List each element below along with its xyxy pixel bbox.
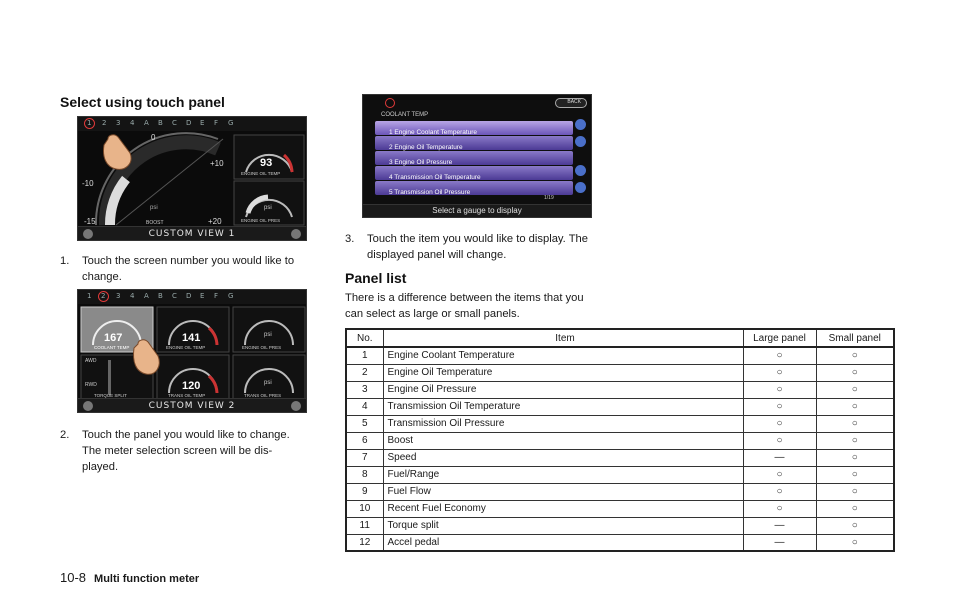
intro-line-1: There is a difference between the items that you	[345, 292, 584, 304]
boost-left-label: -10	[82, 179, 94, 188]
screen-tab-b[interactable]: B	[158, 292, 163, 300]
row-no: 5	[346, 415, 383, 432]
row-small: ○	[816, 466, 894, 483]
coolant-name: COOLANT TEMP	[94, 345, 130, 350]
screen-tab-d[interactable]: D	[186, 292, 192, 300]
page-indicator: 1/19	[544, 195, 554, 201]
step-2-text-line1: Touch the panel you would like to change.	[82, 429, 290, 441]
row-large: ○	[743, 500, 816, 517]
scroll-up-icon[interactable]	[575, 136, 586, 147]
row-item: Engine Coolant Temperature	[383, 347, 743, 364]
step-1	[60, 253, 325, 285]
screen-tab-f[interactable]: F	[214, 292, 219, 300]
table-row	[346, 449, 894, 466]
trans-pres-name: TRANS OIL PRES	[244, 393, 282, 398]
step-3-text-line2: displayed panel will change.	[367, 249, 507, 261]
row-small: ○	[816, 517, 894, 534]
row-no: 4	[346, 398, 383, 415]
row-small: ○	[816, 381, 894, 398]
screen-tab-a[interactable]: A	[144, 119, 149, 127]
table-row	[346, 364, 894, 381]
row-small: ○	[816, 415, 894, 432]
page-number: 10-8	[60, 570, 87, 585]
row-large: ○	[743, 415, 816, 432]
row-large: —	[743, 517, 816, 534]
row-item: Torque split	[383, 517, 743, 534]
table-row	[346, 347, 894, 364]
screen-tab-g[interactable]: G	[228, 292, 234, 300]
oil-pres-name: ENGINE OIL PRES	[241, 218, 281, 223]
screen-tab-3[interactable]: 3	[116, 119, 121, 127]
row-large: ○	[743, 483, 816, 500]
step-2-number: 2.	[60, 429, 70, 441]
row-item: Fuel Flow	[383, 483, 743, 500]
row-large: ○	[743, 466, 816, 483]
custom-view-bar	[78, 398, 306, 412]
oil-pres-unit: psi	[264, 205, 272, 211]
row-no: 8	[346, 466, 383, 483]
v2-oil-temp-name: ENGINE OIL TEMP	[166, 345, 206, 350]
scroll-down-icon[interactable]	[575, 165, 586, 176]
boost-name: BOOST	[146, 220, 164, 226]
torque-name: TORQUE SPLIT	[94, 393, 127, 398]
row-no: 2	[346, 364, 383, 381]
row-small: ○	[816, 483, 894, 500]
trans-pres-unit: psi	[264, 380, 272, 386]
row-small: ○	[816, 534, 894, 551]
custom-view-2-screenshot	[77, 289, 307, 413]
screen-tab-a[interactable]: A	[144, 292, 149, 300]
boost-unit: psi	[150, 205, 158, 211]
trans-temp-value: 120	[182, 380, 201, 392]
gauge-list-item[interactable]	[375, 181, 573, 195]
table-row	[346, 466, 894, 483]
selection-footer-bar	[363, 204, 591, 217]
screen-tab-e[interactable]: E	[200, 292, 205, 300]
row-large: ○	[743, 398, 816, 415]
scroll-controls	[575, 119, 587, 193]
screen-tab-3[interactable]: 3	[116, 292, 121, 300]
screen-tab-2[interactable]: 2	[102, 119, 107, 127]
page-down-icon[interactable]	[575, 182, 586, 193]
header-no: No.	[346, 329, 383, 347]
v2-oil-temp-value: 141	[182, 332, 201, 344]
gauge-list-item[interactable]	[375, 121, 573, 135]
row-no: 9	[346, 483, 383, 500]
screen-tab-4[interactable]: 4	[130, 292, 135, 300]
row-small: ○	[816, 432, 894, 449]
screen-tab-1[interactable]: 1	[87, 292, 92, 300]
step-3-text-line1: Touch the item you would like to display. The	[367, 233, 588, 245]
gauge-list-item-label: 1 Engine Coolant Temperature	[389, 129, 478, 136]
gauge-list-item[interactable]	[375, 151, 573, 165]
step-1-text-line2: change.	[82, 271, 122, 283]
row-no: 12	[346, 534, 383, 551]
row-small: ○	[816, 347, 894, 364]
screen-tab-b[interactable]: B	[158, 119, 163, 127]
row-item: Recent Fuel Economy	[383, 500, 743, 517]
section-heading-touch-panel: Select using touch panel	[60, 94, 225, 110]
row-item: Engine Oil Pressure	[383, 381, 743, 398]
screen-tab-1[interactable]: 1	[87, 119, 92, 127]
boost-bottom-left-label: -15	[84, 217, 96, 226]
screen-tab-2[interactable]: 2	[101, 292, 106, 300]
table-row	[346, 415, 894, 432]
torque-top: AWD	[85, 358, 97, 364]
custom-view-title: CUSTOM VIEW 1	[148, 229, 236, 239]
gauge-list-item[interactable]	[375, 136, 573, 150]
torque-bottom: RWD	[85, 382, 97, 388]
table-row	[346, 517, 894, 534]
row-no: 1	[346, 347, 383, 364]
row-no: 10	[346, 500, 383, 517]
gauge-list-item-label: 4 Transmission Oil Temperature	[389, 174, 481, 181]
step-1-text-line1: Touch the screen number you would like to	[82, 255, 295, 267]
boost-bottom-right-label: +20	[208, 217, 222, 226]
row-no: 11	[346, 517, 383, 534]
v2-oil-pres-name: ENGINE OIL PRES	[242, 345, 282, 350]
screen-tab-d[interactable]: D	[186, 119, 192, 127]
step-2-text-line3: played.	[82, 461, 119, 473]
gauge-list-item[interactable]	[375, 166, 573, 180]
table-row	[346, 534, 894, 551]
row-item: Boost	[383, 432, 743, 449]
selection-footer-text: Select a gauge to display	[432, 206, 522, 215]
row-large: —	[743, 449, 816, 466]
intro-line-2: can select as large or small panels.	[345, 308, 520, 320]
screen-tab-c[interactable]: C	[172, 292, 177, 300]
row-small: ○	[816, 449, 894, 466]
screen-tab-g[interactable]: G	[228, 119, 234, 127]
step-2	[60, 427, 325, 475]
header-item: Item	[383, 329, 743, 347]
page-up-icon[interactable]	[575, 119, 586, 130]
screen-tab-c[interactable]: C	[172, 119, 177, 127]
table-header-row	[346, 329, 894, 347]
boost-right-label: +10	[210, 159, 224, 168]
coolant-value: 167	[104, 332, 123, 344]
page-footer	[60, 570, 199, 585]
custom-view-title: CUSTOM VIEW 2	[148, 401, 236, 411]
row-large: ○	[743, 432, 816, 449]
screen-tab-f[interactable]: F	[214, 119, 219, 127]
header-small-panel: Small panel	[816, 329, 894, 347]
row-item: Engine Oil Temperature	[383, 364, 743, 381]
row-no: 6	[346, 432, 383, 449]
record-icon	[385, 98, 395, 108]
table-row	[346, 381, 894, 398]
custom-view-bar	[78, 226, 306, 240]
row-item: Accel pedal	[383, 534, 743, 551]
gauge-selection-screenshot	[362, 94, 592, 218]
panel-list-intro	[345, 290, 635, 322]
row-small: ○	[816, 364, 894, 381]
row-no: 3	[346, 381, 383, 398]
screen-tab-e[interactable]: E	[200, 119, 205, 127]
row-large: ○	[743, 364, 816, 381]
v2-oil-pres-unit: psi	[264, 332, 272, 338]
row-large: —	[743, 534, 816, 551]
table-row	[346, 500, 894, 517]
gauge-list	[375, 121, 573, 196]
step-1-number: 1.	[60, 255, 70, 267]
row-small: ○	[816, 500, 894, 517]
screen-tab-4[interactable]: 4	[130, 119, 135, 127]
step-3	[345, 231, 635, 263]
gauge-list-item-label: 2 Engine Oil Temperature	[389, 144, 463, 151]
row-large: ○	[743, 347, 816, 364]
custom-view-1-screenshot	[77, 116, 307, 241]
row-no: 7	[346, 449, 383, 466]
boost-top-label: 0	[151, 133, 156, 142]
oil-temp-name: ENGINE OIL TEMP	[241, 171, 281, 176]
step-2-text-line2: The meter selection screen will be dis-	[82, 445, 273, 457]
oil-temp-value: 93	[260, 157, 273, 169]
table-row	[346, 398, 894, 415]
panel-list-table	[345, 328, 895, 552]
row-large: ○	[743, 381, 816, 398]
row-item: Transmission Oil Pressure	[383, 415, 743, 432]
table-row	[346, 483, 894, 500]
gauge-list-item-label: 3 Engine Oil Pressure	[389, 159, 453, 166]
row-small: ○	[816, 398, 894, 415]
step-3-number: 3.	[345, 233, 355, 245]
section-name: Multi function meter	[94, 573, 200, 585]
row-item: Transmission Oil Temperature	[383, 398, 743, 415]
gauge-list-item-label: 5 Transmission Oil Pressure	[389, 189, 471, 196]
trans-temp-name: TRANS OIL TEMP	[168, 393, 206, 398]
list-header: COOLANT TEMP	[381, 112, 429, 118]
back-button-label: BACK	[567, 99, 581, 105]
row-item: Fuel/Range	[383, 466, 743, 483]
header-large-panel: Large panel	[743, 329, 816, 347]
next-view-button[interactable]	[291, 401, 301, 411]
row-item: Speed	[383, 449, 743, 466]
panel-list-heading: Panel list	[345, 270, 407, 286]
next-view-button[interactable]	[291, 229, 301, 239]
table-row	[346, 432, 894, 449]
